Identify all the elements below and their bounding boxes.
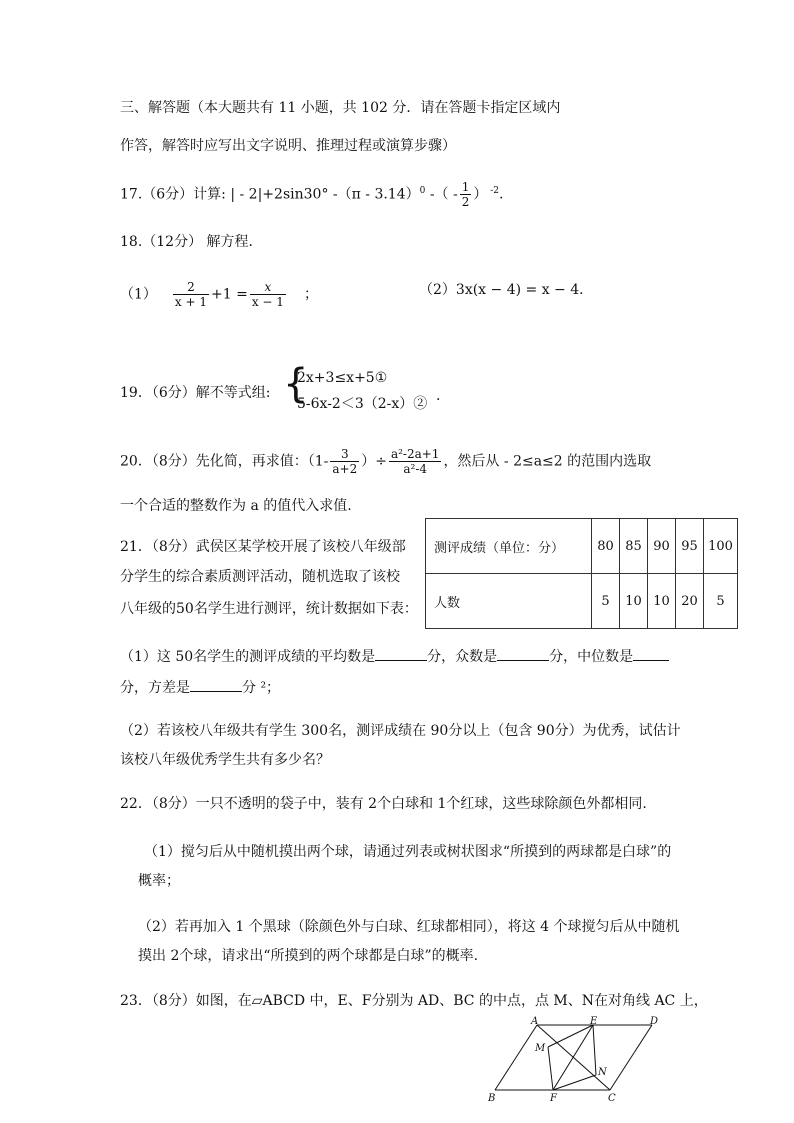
question-22-part1: （1）搅匀后从中随机摸出两个球，请通过列表或树状图求“所摸到的两球都是白球”的 [144,844,672,860]
q20-f1-num: 3 [330,447,359,462]
q21-p1-e: 分 ²； [242,680,281,696]
segment-mf [548,1047,553,1090]
label-f: F [550,1093,557,1104]
q18-p1-fraction1 [173,280,209,309]
answer-blank-mean[interactable] [375,646,427,661]
question-22-part2-cont: 摸出 2个球，请求出“所摸到的两个球都是白球”的概率. [138,948,479,964]
figure-lines [495,1025,652,1090]
q21-p1-a: （1）这 50名学生的测评成绩的平均数是 [120,649,376,665]
q18-p2-expr: 3x(x − 4) = x − 4． [455,282,594,298]
q18-p1-label: （1） [120,286,157,303]
q20-suffix: ，然后从 - 2≤a≤2 的范围内选取 [443,453,652,470]
segment-ab [495,1025,537,1090]
table-count-label: 人数 [426,574,592,629]
q17-frac-num: 1 [461,180,470,194]
score-table [425,518,738,629]
question-18-title: 18.（12分） 解方程． [120,234,263,250]
q19-end: . [436,388,441,404]
label-e: E [590,1016,598,1027]
table-cell-score: 95 [676,519,704,574]
q20-f2-num: a²-2a+1 [390,447,440,461]
segment-dc [610,1025,652,1090]
answer-blank-mode[interactable] [497,646,549,661]
question-21-part1 [120,646,669,667]
q18-p1-fraction2 [250,280,286,309]
q20-f1-den: a+2 [332,462,358,476]
q19-inequality-system [283,361,443,414]
question-22-part1-cont: 概率； [138,873,180,889]
parallelogram-figure [480,1015,680,1107]
section-heading-cont: 作答，解答时应写出文字说明、推理过程或演算步骤） [120,138,456,154]
q17-fraction [460,180,472,209]
q19-brace: { [283,361,309,407]
q21-p1-b: 分，众数是 [427,649,498,665]
q17-frac-den: 2 [461,195,470,209]
q20-fraction1 [330,447,359,476]
table-cell-count: 5 [704,574,738,629]
question-20 [120,447,651,476]
table-cell-score: 80 [592,519,620,574]
table-cell-count: 5 [592,574,620,629]
answer-blank-median[interactable] [633,646,669,661]
question-22-title: 22．（8分）一只不透明的袋子中，装有 2个白球和 1个红球，这些球除颜色外都相同. [120,796,647,812]
question-21-part2-cont: 该校八年级优秀学生共有多少名？ [120,752,330,768]
q20-fraction2 [389,447,442,476]
table-header-label: 测评成绩（单位：分） [426,519,592,574]
q21-p1-c: 分，中位数是 [549,649,634,665]
q21-p1-d: 分，方差是 [120,680,190,696]
label-d: D [650,1016,659,1027]
table-cell-count: 10 [648,574,676,629]
question-21-line2: 分学生的综合素质测评活动，随机选取了该校 [120,569,400,585]
q17-prefix: 17.（6分）计算: | - 2|+2sin30° -（π - 3.14） [120,186,420,203]
q17-exp-neg2: -2 [487,185,500,196]
label-a: A [531,1016,539,1027]
q20-div: ）÷ [361,453,387,470]
q18-p2-label: （2） [419,282,456,298]
answer-blank-variance[interactable] [190,677,242,692]
question-21-part2: （2）若该校八年级共有学生 300名，测评成绩在 90分以上（包含 90分）为优秀，试估计 [120,723,681,739]
q18-p1-sep: ； [303,286,318,303]
question-18-part1 [120,280,318,309]
q18-p1-frac1-num: 2 [173,280,209,295]
q18-p1-frac2-num: x [250,280,286,295]
table-row-scores [426,519,738,574]
label-m: M [535,1043,546,1054]
segment-nf [553,1075,596,1090]
question-18-part2 [419,280,593,300]
q19-row1: 2x+3≤x+5① [297,370,388,386]
label-b: B [488,1093,496,1104]
question-17 [120,180,503,209]
question-21-line3: 八年级的50名学生进行测评，统计数据如下表： [120,601,418,617]
q20-f2-den: a²-4 [403,462,428,476]
q18-p1-frac1-den: x + 1 [174,295,208,309]
question-21-part1-cont [120,677,280,698]
question-22-part2: （2）若再加入 1 个黑球（除颜色外与白球、红球都相同），将这 4 个球搅匀后从中随机 [138,919,680,935]
q19-row2: 5-6x-2＜3（2-x）② [297,396,428,412]
label-c: C [608,1093,616,1104]
table-cell-score: 90 [648,519,676,574]
q20-prefix: 20．（8分）先化简，再求值：（1- [120,453,329,470]
q18-p1-mid: +1 = [211,286,248,303]
question-20-line2: 一个合适的整数作为 a 的值代入求值. [120,498,352,514]
q18-p1-frac2-den: x − 1 [251,295,284,309]
question-21-line1: 21．（8分）武侯区某学校开展了该校八年级部 [120,539,406,555]
table-cell-score: 100 [704,519,738,574]
table-cell-score: 85 [620,519,648,574]
table-cell-count: 20 [676,574,704,629]
q17-exp0: 0 [419,185,426,196]
segment-ne [593,1025,596,1075]
q17-end: . [499,186,504,203]
question-19-prefix: 19．（6分）解不等式组: [120,385,271,401]
question-23-title: 23．（8分）如图，在▱ABCD 中，E、F分别为 AD、BC 的中点，点 M、N在对角线 AC 上， [120,993,708,1009]
label-n: N [598,1067,607,1078]
table-row-counts [426,574,738,629]
q17-mid: -（ - [425,186,458,203]
table-cell-count: 10 [620,574,648,629]
q17-close: ） [473,186,488,203]
section-heading: 三、解答题（本大题共有 11 小题，共 102 分．请在答题卡指定区域内 [120,100,561,116]
